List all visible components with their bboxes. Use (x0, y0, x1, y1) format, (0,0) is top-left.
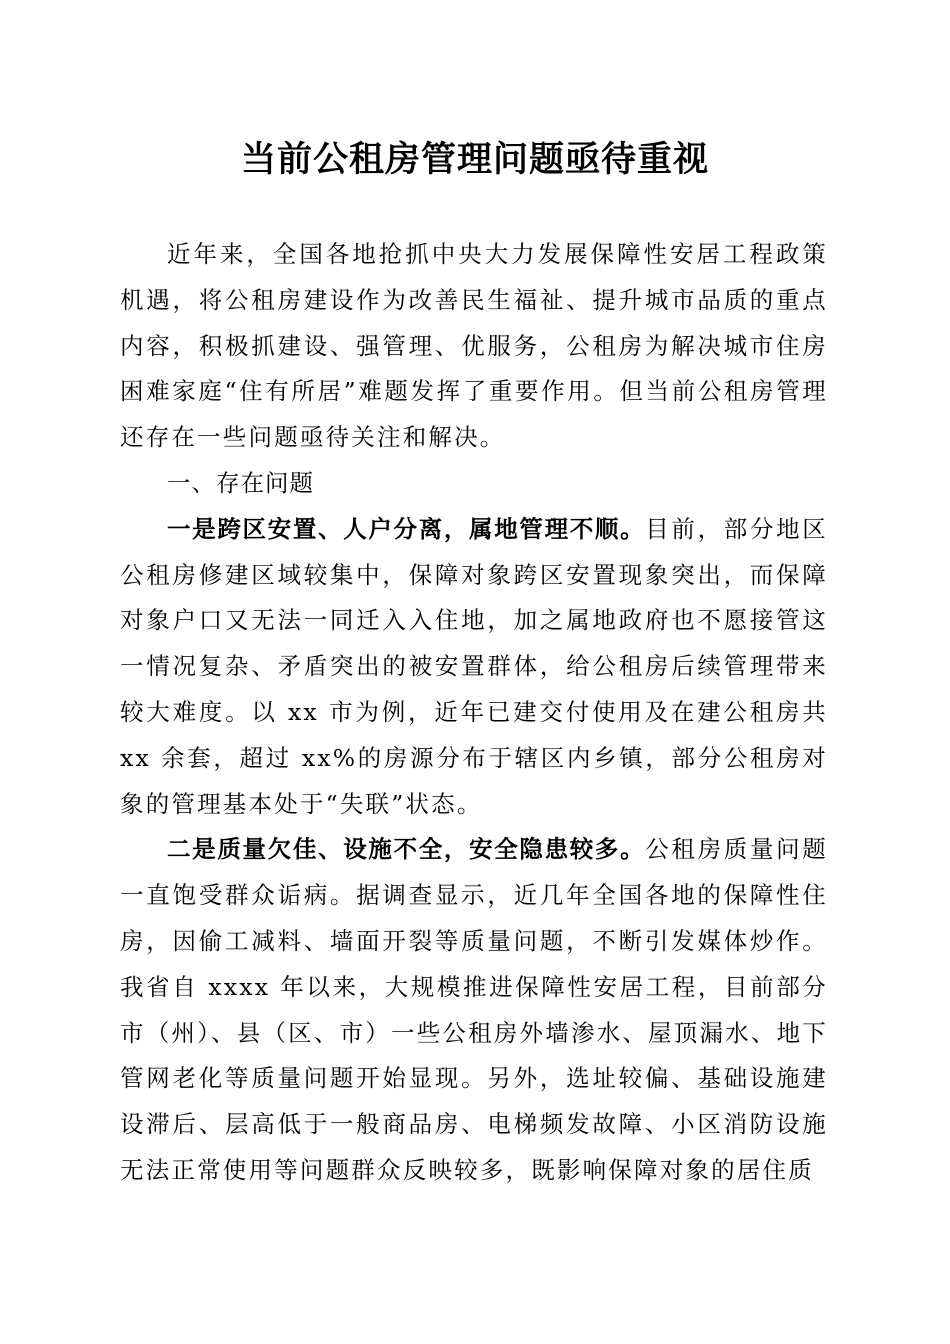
point-1-text: 目前，部分地区公租房修建区域较集中，保障对象跨区安置现象突出，而保障对象户口又无法一同迁入入住地，加之属地政府也不愿接管这一情况复杂、矛盾突出的被安置群体，给公租房后续管理带来较大难度。以 xx 市为例，近年已建交付使用及在建公租房共 xx 余套，超过 xx%的房源分布于辖区内乡镇，部分公租房对象的管理基本处于“失联”状态。 (120, 514, 828, 818)
intro-paragraph: 近年来，全国各地抢抓中央大力发展保障性安居工程政策机遇，将公租房建设作为改善民生福祉、提升城市品质的重点内容，积极抓建设、强管理、优服务，公租房为解决城市住房困难家庭“住有所居”难题发挥了重要作用。但当前公租房管理还存在一些问题亟待关注和解决。 (120, 240, 828, 452)
point-1-lead: 一是跨区安置、人户分离，属地管理不顺。 (167, 514, 646, 543)
page-title: 当前公租房管理问题亟待重视 (240, 139, 709, 180)
point-2-lead: 二是质量欠佳、设施不全，安全隐患较多。 (167, 835, 646, 864)
point-2-paragraph (120, 827, 828, 1193)
document-body (120, 232, 828, 1194)
point-2-text: 公租房质量问题一直饱受群众诟病。据调查显示，近几年全国各地的保障性住房，因偷工减料、墙面开裂等质量问题，不断引发媒体炒作。我省自 xxxx 年以来，大规模推进保障性安居工程，目前部分市（州）、县（区、市）一些公租房外墙渗水、屋顶漏水、地下管网老化等质量问题开始显现。另外，选址较偏、基础设施建设滞后、层高低于一般商品房、电梯频发故障、小区消防设施无法正常使用等问题群众反映较多，既影响保障对象的居住质 (120, 835, 828, 1184)
point-1-paragraph (120, 507, 828, 828)
section-heading: 一、存在问题 (167, 468, 314, 497)
